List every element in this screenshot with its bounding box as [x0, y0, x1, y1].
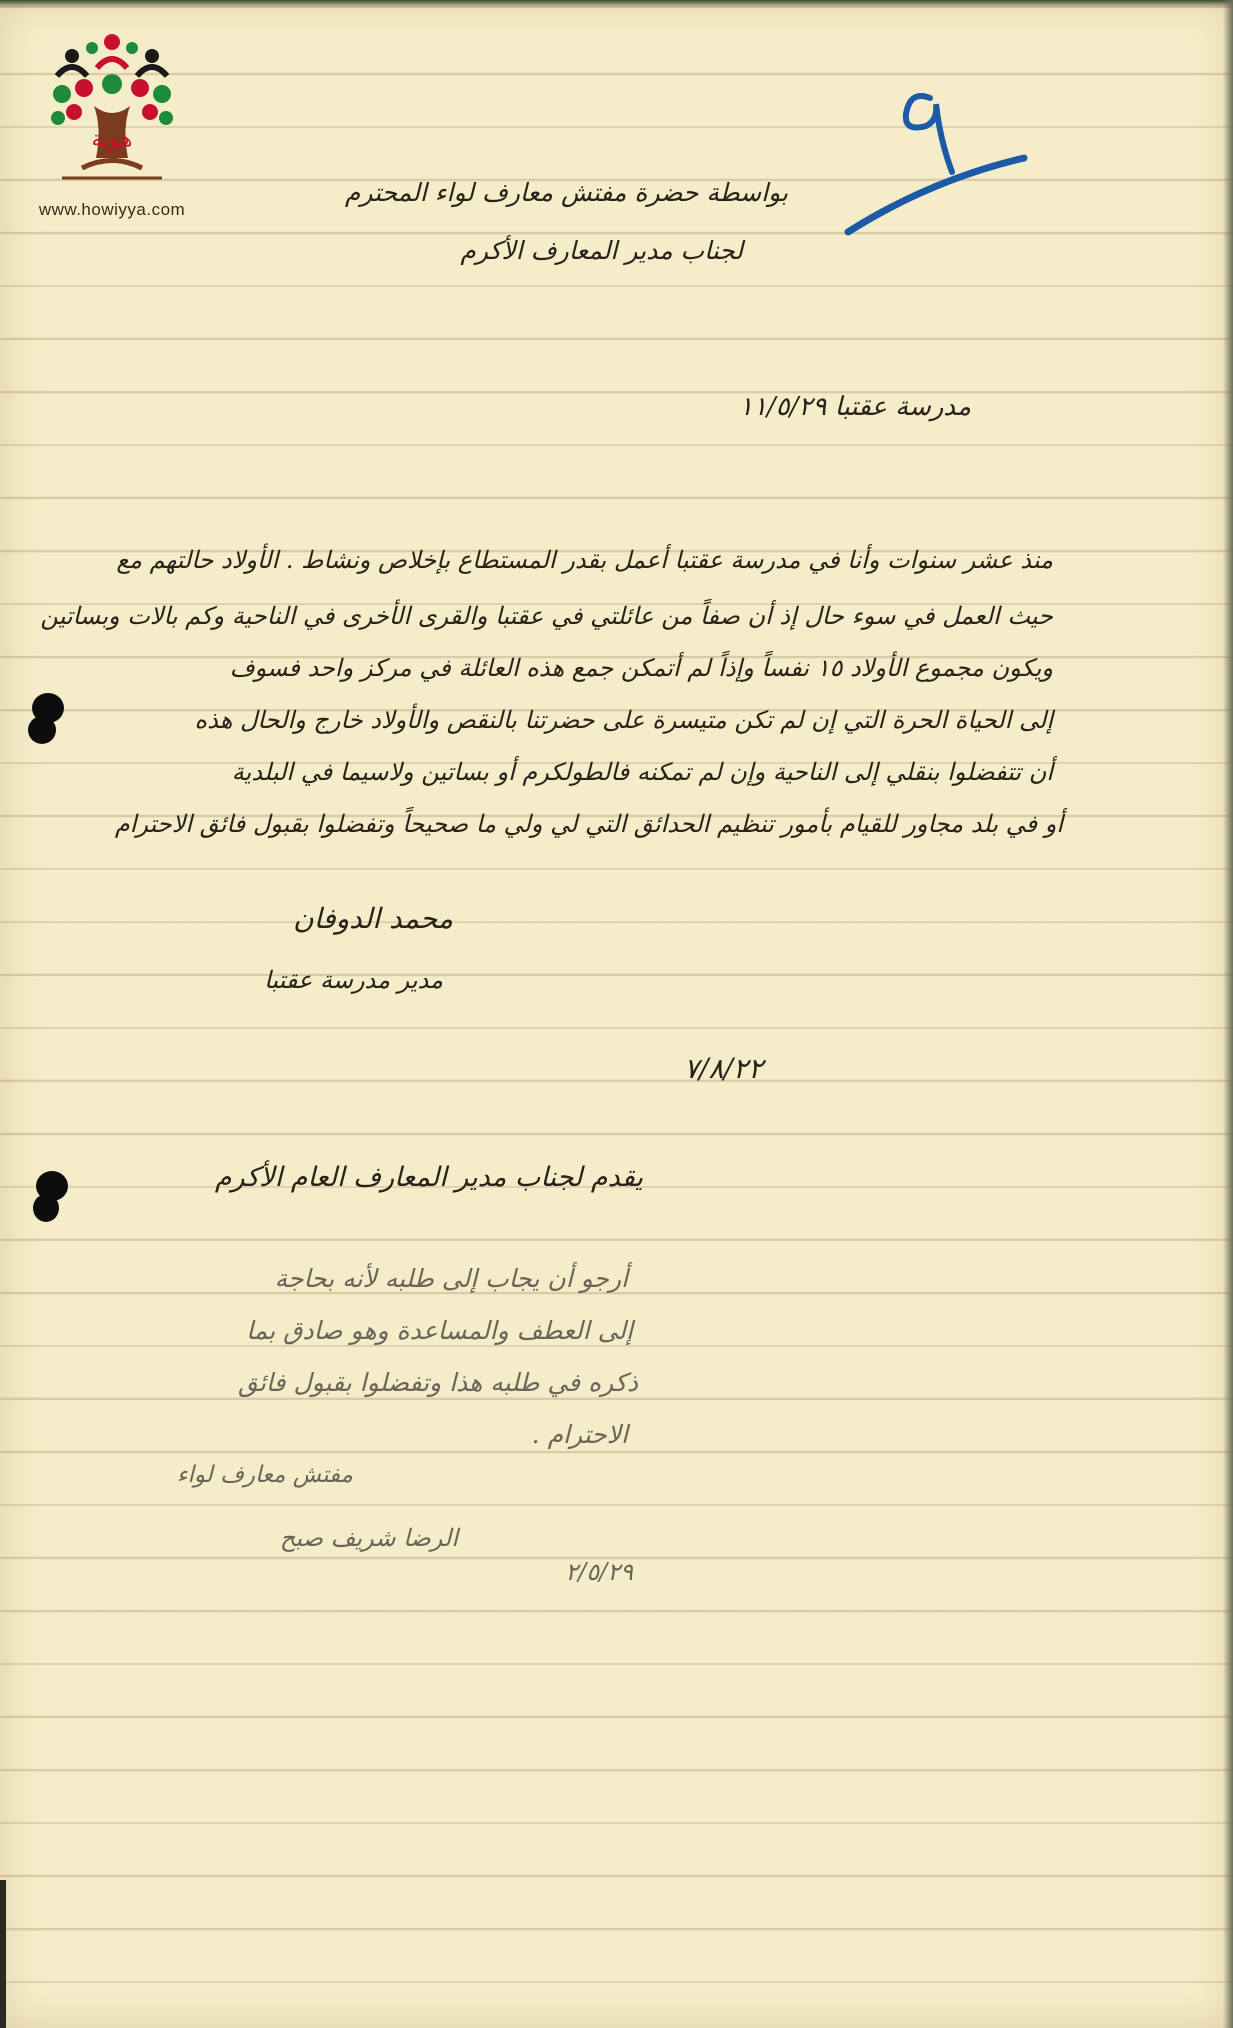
endorsement-2-date: ٢/٥/٢٩ — [565, 1558, 633, 1586]
punch-hole-bottom — [26, 1164, 76, 1228]
punch-hole-top — [20, 686, 70, 750]
body-line-6: أو في بلد مجاور للقيام بأمور تنظيم الحدائق التي لي ولي ما صحيحاً وتفضلوا بقبول فائق الاحترام — [114, 810, 1063, 838]
body-line-2: حيث العمل في سوء حال إذ أن صفاً من عائلتي في عقتبا والقرى الأخرى في الناحية وكم بالات وبساتين — [40, 602, 1053, 630]
endorsement-1-text: يقدم لجناب مدير المعارف العام الأكرم — [214, 1162, 643, 1193]
body-line-4: إلى الحياة الحرة التي إن لم تكن متيسرة على حضرتنا بالنقص والأولاد خارج والحال هذه — [194, 706, 1053, 734]
family-tree-logo-icon — [22, 28, 202, 198]
page-number-text: 9 — [840, 80, 841, 81]
signature-name: محمد الدوفان — [293, 902, 453, 935]
endorsement-2-line-2: إلى العطف والمساعدة وهو صادق بما — [246, 1316, 633, 1345]
endorsement-2-signature-name: الرضا شريف صبح — [279, 1524, 458, 1552]
endorsement-2-line-1: أرجو أن يجاب إلى طلبه لأنه بحاجة — [274, 1264, 628, 1293]
address-line-2: لجناب مدير المعارف الأكرم — [460, 236, 743, 265]
page-number-annotation — [840, 80, 1030, 250]
logo-url[interactable]: www.howiyya.com — [38, 200, 186, 219]
howiyya-logo — [22, 28, 202, 228]
scan-left-edge — [0, 1880, 6, 2028]
address-line-1: بواسطة حضرة مفتش معارف لواء المحترم — [344, 178, 788, 207]
endorsement-1-date: ٧/٨/٢٢ — [683, 1052, 763, 1085]
endorsement-2-line-4: الاحترام . — [531, 1420, 628, 1449]
letter-date: مدرسة عقتبا ١١/٥/٢٩ — [738, 392, 971, 422]
scan-right-edge — [1223, 0, 1233, 2028]
signature-title: مدير مدرسة عقتبا — [264, 966, 443, 994]
body-line-3: ويكون مجموع الأولاد ١٥ نفساً وإذاً لم أتمكن جمع هذه العائلة في مركز واحد فسوف — [229, 654, 1053, 682]
endorsement-2-signature-title: مفتش معارف لواء — [176, 1462, 353, 1488]
body-line-5: أن تتفضلوا بنقلي إلى الناحية وإن لم تمكنه فالطولكرم أو بساتين ولاسيما في البلدية — [231, 758, 1053, 786]
body-line-1: منذ عشر سنوات وأنا في مدرسة عقتبا أعمل بقدر المستطاع بإخلاص ونشاط . الأولاد حالتهم مع — [116, 546, 1053, 574]
scan-top-edge — [0, 0, 1233, 8]
svg-text:هوية: هوية — [91, 127, 133, 152]
endorsement-2-line-3: ذكره في طلبه هذا وتفضلوا بقبول فائق — [238, 1368, 638, 1397]
